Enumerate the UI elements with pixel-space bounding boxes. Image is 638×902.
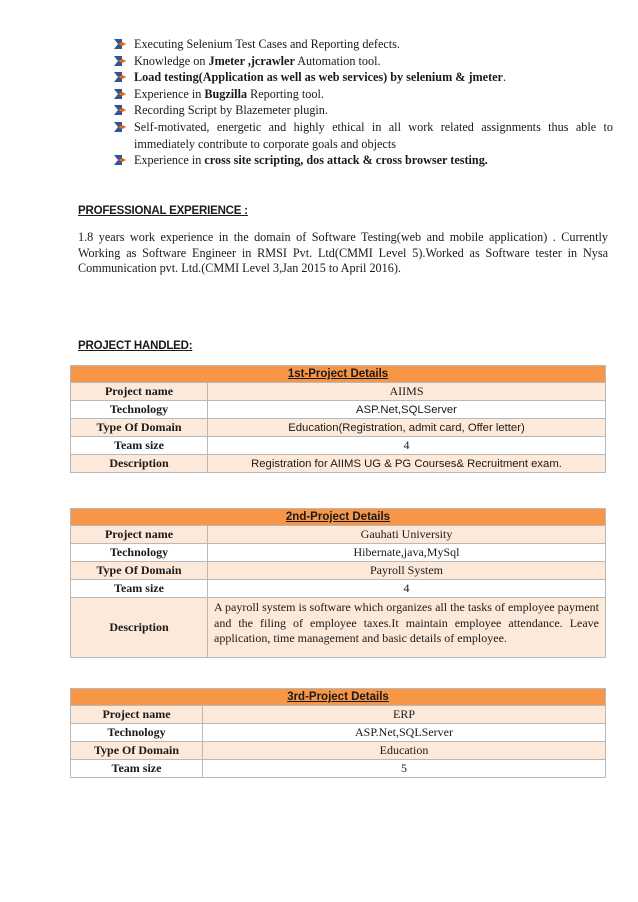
- project-team-size: 4: [208, 437, 606, 455]
- project-name: Gauhati University: [208, 526, 606, 544]
- project-domain: Education(Registration, admit card, Offer letter): [208, 419, 606, 437]
- label-technology: Technology: [71, 401, 208, 419]
- skill-item: [113, 102, 613, 119]
- label-domain: Type Of Domain: [71, 742, 203, 760]
- project-title: 2nd-Project Details: [71, 509, 606, 526]
- project-domain: Payroll System: [208, 562, 606, 580]
- arrow-bullet-icon: [113, 38, 127, 50]
- project-technology: Hibernate,java,MySql: [208, 544, 606, 562]
- skill-text: Load testing(Application as well as web services) by selenium & jmeter.: [134, 70, 507, 85]
- project-team-size: 5: [203, 760, 606, 778]
- skill-text: Knowledge on Jmeter ,jcrawler Automation tool.: [134, 53, 381, 68]
- label-domain: Type Of Domain: [71, 562, 208, 580]
- arrow-bullet-icon: [113, 55, 127, 67]
- project-title: 1st-Project Details: [71, 366, 606, 383]
- skill-item: [113, 119, 613, 152]
- arrow-bullet-icon: [113, 104, 127, 116]
- project-3-table: [70, 688, 606, 778]
- skill-item: [113, 86, 613, 103]
- skill-text: Self-motivated, energetic and highly ethical in all work related assignments thus able to immediately contribute to corporate goals and objects: [134, 119, 613, 151]
- project-2-table: [70, 508, 606, 658]
- arrow-bullet-icon: [113, 154, 127, 166]
- label-project-name: Project name: [71, 706, 203, 724]
- project-team-size: 4: [208, 580, 606, 598]
- project-description: A payroll system is software which organizes all the tasks of employee payment and the filing of employee taxes.It maintain employee attendance. Leave application, time management and basic details of employee.: [208, 598, 606, 658]
- project-technology: ASP.Net,SQLServer: [203, 724, 606, 742]
- skill-text: Executing Selenium Test Cases and Reporting defects.: [134, 37, 400, 51]
- project-name: ERP: [203, 706, 606, 724]
- projects-heading: PROJECT HANDLED:: [78, 340, 193, 352]
- skill-item: [113, 152, 613, 169]
- skill-text: Experience in cross site scripting, dos attack & cross browser testing.: [134, 153, 488, 168]
- skill-text: Recording Script by Blazemeter plugin.: [134, 103, 328, 118]
- label-team-size: Team size: [71, 580, 208, 598]
- label-team-size: Team size: [71, 437, 208, 455]
- label-domain: Type Of Domain: [71, 419, 208, 437]
- label-technology: Technology: [71, 544, 208, 562]
- project-name: AIIMS: [208, 383, 606, 401]
- arrow-bullet-icon: [113, 88, 127, 100]
- label-project-name: Project name: [71, 526, 208, 544]
- label-description: Description: [71, 455, 208, 473]
- skill-item: [113, 69, 613, 86]
- project-1-table: [70, 365, 606, 473]
- label-description: Description: [71, 598, 208, 658]
- professional-experience-text: 1.8 years work experience in the domain of Software Testing(web and mobile application) . Currently Working as Software Engineer in RMSI Pvt. Ltd(CMMI Level 5).Worked as Software tester in Nysa Communication pvt. Ltd.(CMMI Level 3,Jan 2015 to April 2016).: [78, 230, 608, 276]
- skills-list: [113, 36, 613, 169]
- label-technology: Technology: [71, 724, 203, 742]
- project-technology: ASP.Net,SQLServer: [208, 401, 606, 419]
- label-project-name: Project name: [71, 383, 208, 401]
- skill-item: [113, 53, 613, 70]
- skill-item: [113, 36, 613, 53]
- project-title: 3rd-Project Details: [71, 689, 606, 706]
- professional-experience-heading: PROFESSIONAL EXPERIENCE :: [78, 205, 248, 217]
- arrow-bullet-icon: [113, 121, 127, 133]
- project-description: Registration for AIIMS UG & PG Courses& Recruitment exam.: [208, 455, 606, 473]
- project-domain: Education: [203, 742, 606, 760]
- skill-text: Experience in Bugzilla Reporting tool.: [134, 86, 324, 101]
- arrow-bullet-icon: [113, 71, 127, 83]
- label-team-size: Team size: [71, 760, 203, 778]
